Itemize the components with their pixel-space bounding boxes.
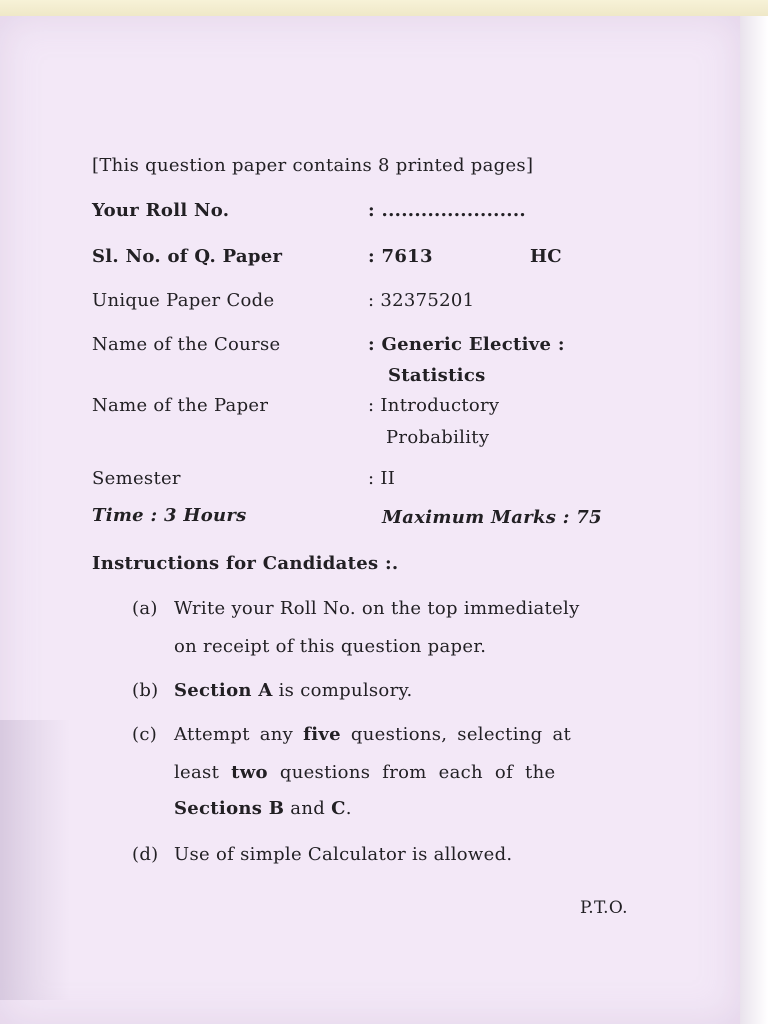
paper-fold-shadow — [0, 720, 70, 1000]
instruction-c-line3 — [174, 798, 352, 819]
roll-no-label: Your Roll No. — [92, 200, 230, 221]
instruction-c-period: . — [345, 798, 352, 819]
instruction-c-section-c: C — [331, 798, 346, 819]
course-value-line2: Statistics — [388, 365, 486, 386]
serial-no-value: : 7613 — [368, 246, 433, 267]
please-turn-over: P.T.O. — [580, 898, 628, 918]
instruction-d-text: Use of simple Calculator is allowed. — [174, 844, 513, 865]
instruction-b-marker: (b) — [132, 680, 159, 701]
serial-no-label: Sl. No. of Q. Paper — [92, 246, 283, 267]
paper-name-value-line2: Probability — [386, 427, 490, 448]
instruction-a-line1: Write your Roll No. on the top immediately — [174, 598, 580, 619]
paper-edge — [740, 16, 768, 1024]
time-allowed: Time : 3 Hours — [92, 505, 247, 526]
instruction-c-line1-post: questions, selecting at — [340, 724, 572, 745]
instruction-d-marker: (d) — [132, 844, 159, 865]
instruction-c-line2-pre: least — [174, 762, 232, 783]
roll-no-value: : ...................... — [368, 200, 526, 221]
instruction-c-sections-b: Sections B — [174, 798, 285, 819]
instruction-c-line2-post: questions from each of the — [267, 762, 556, 783]
serial-no-suffix: HC — [530, 246, 562, 267]
instruction-c-line2 — [174, 762, 555, 783]
instruction-c-five: five — [303, 724, 341, 745]
instruction-b — [174, 680, 413, 701]
course-label: Name of the Course — [92, 334, 281, 355]
paper-name-label: Name of the Paper — [92, 395, 269, 416]
instruction-c-two: two — [231, 762, 268, 783]
instruction-c-line1 — [174, 724, 571, 745]
instruction-b-bold: Section A — [174, 680, 273, 701]
instruction-b-rest: is compulsory. — [272, 680, 413, 701]
semester-value: : II — [368, 468, 396, 489]
paper-code-value: : 32375201 — [368, 290, 475, 311]
paper-code-label: Unique Paper Code — [92, 290, 275, 311]
instruction-c-marker: (c) — [132, 724, 158, 745]
instruction-c-line1-pre: Attempt any — [174, 724, 304, 745]
instruction-a-line2: on receipt of this question paper. — [174, 636, 487, 657]
paper-name-value-line1: : Introductory — [368, 395, 500, 416]
maximum-marks: Maximum Marks : 75 — [382, 507, 602, 528]
instruction-a-marker: (a) — [132, 598, 158, 619]
instructions-heading: Instructions for Candidates :. — [92, 553, 399, 574]
scan-top-strip — [0, 0, 768, 16]
instruction-c-and: and — [284, 798, 332, 819]
page-count-note: [This question paper contains 8 printed pages] — [92, 155, 534, 176]
semester-label: Semester — [92, 468, 181, 489]
course-value-line1: : Generic Elective : — [368, 334, 565, 355]
